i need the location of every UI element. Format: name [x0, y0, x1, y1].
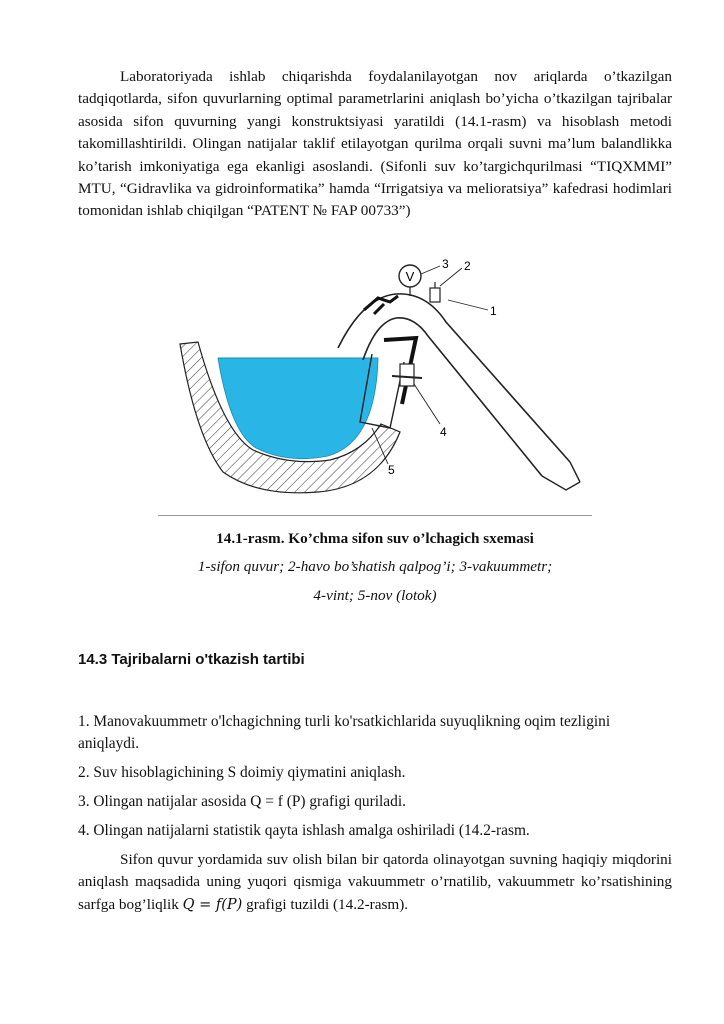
formula: Q = f(P) — [182, 896, 243, 913]
section-heading: 14.3 Tajribalarni o'tkazish tartibi — [78, 651, 305, 668]
closing-paragraph — [78, 849, 672, 916]
figure-caption-title: 14.1-rasm. Ko’chma sifon suv o’lchagich sxemasi — [216, 530, 534, 547]
label-1: 1 — [490, 304, 497, 318]
siphon-diagram — [178, 252, 588, 508]
step-item: 3. Olingan natijalar asosida Q = f (P) grafigi quriladi. — [78, 793, 406, 810]
intro-paragraph: Laboratoriyada ishlab chiqarishda foydalanilayotgan nov ariqlarda o’tkazilgan tadqiqotlarda, sifon quvurlarning optimal parametrlarini aniqlash bo’yicha o’tkazilgan tajribalar asosida sifon quvurning yangi konstruktsiyasi yaratildi (14.1-rasm) va hisoblash metodi takomillashtirildi. Olingan natijalar taklif etilayotgan qurilma orqali suvni ma’lum balandlikka ko’tarish imkoniyatiga ega ekanligi asoslandi. (Sifonli suv ko’targichqurilmasi “TIQXMMI” MTU, “Gidravlika va gidroinformatika” hamda “Irrigatsiya va melioratsiya” kafedrasi hodimlari tomonidan ishlab chiqilgan “PATENT № FAP 00733”) — [78, 68, 672, 220]
siphon-outlet — [542, 462, 580, 490]
figure-caption-legend-1: 1-sifon quvur; 2-havo bo’shatish qalpog’i; 3-vakuummetr; — [197, 558, 553, 575]
closing-text-before: Sifon quvur yordamida suv olish bilan bir qatorda olinayotgan suvning haqiqiy miqdorini aniqlash maqsadida uning yuqori qismiga vakuummetr o’rnatilib, vakuummetr ko’rsatishining sarfga bog’liqlik — [78, 851, 672, 913]
label-3: 3 — [442, 257, 449, 271]
leader-3 — [421, 266, 440, 274]
label-5: 5 — [388, 463, 395, 477]
air-release-cap — [430, 288, 440, 302]
step-item: 4. Olingan natijalarni statistik qayta ishlash amalga oshiriladi (14.2-rasm. — [78, 822, 530, 839]
leader-4 — [414, 384, 440, 424]
screw-rod — [392, 376, 422, 378]
figure-caption-legend-2: 4-vint; 5-nov (lotok) — [313, 587, 437, 604]
step-item: 2. Suv hisoblagichining S doimiy qiymatini aniqlash. — [78, 764, 406, 781]
step-item: 1. Manovakuummetr o'lchagichning turli ko'rsatkichlarida suyuqlikning oqim tezligini aniqlaydi. — [78, 713, 611, 753]
leader-1 — [448, 300, 488, 310]
vacuum-tube — [364, 296, 398, 314]
caption-divider — [158, 515, 592, 516]
screw-clamp — [400, 364, 414, 386]
label-2: 2 — [464, 259, 471, 273]
closing-text-after: grafigi tuzildi (14.2-rasm). — [242, 895, 409, 913]
vacuum-gauge-label: V — [405, 269, 415, 284]
label-4: 4 — [440, 425, 447, 439]
